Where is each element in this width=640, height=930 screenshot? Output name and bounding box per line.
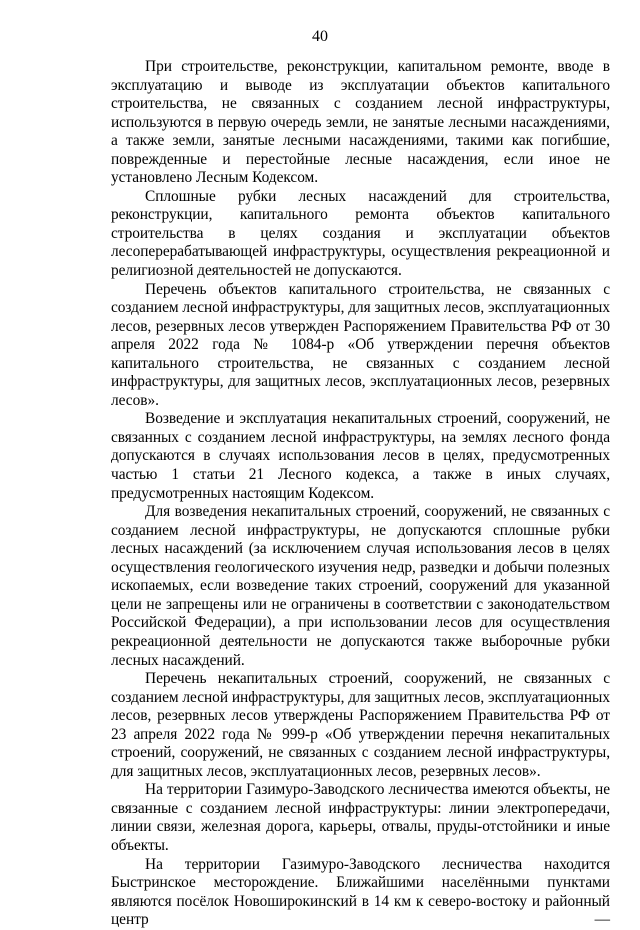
paragraph-capital-construction-land-use: При строительстве, реконструкции, капитальном ремонте, вводе в эксплуатацию и выводе из эксплуатации объектов капитального строительства, не связанных с созданием лесной инфраструктуры, используются в первую очередь земли, не занятые лесными насаждениями, а также земли, занятые лесными насаждениями, такими как погибшие, поврежденные и перестойные лесные насаждения, если иное не установлено Лесным Кодексом. xyxy=(111,58,610,187)
paragraph-non-capital-structures-use: Возведение и эксплуатация некапитальных строений, сооружений, не связанных с созданием лесной инфраструктуры, на землях лесного фонда допускаются в случаях использования лесов в целях, предусмотренных частью 1 статьи 21 Лесного кодекса, а также в иных случаях, предусмотренных настоящим Кодексом. xyxy=(111,410,610,502)
paragraph-capital-objects-list-decree: Перечень объектов капитального строительства, не связанных с созданием лесной инфраструктуры, для защитных лесов, эксплуатационных лесов, резервных лесов утвержден Распоряжением Правительства РФ от 30 апреля 2022 года № 1084-р «Об утверждении перечня объектов капитального строительства, не связанных с созданием лесной инфраструктуры, для защитных лесов, эксплуатационных лесов, резервных лесов». xyxy=(111,280,610,409)
document-body xyxy=(111,58,610,930)
paragraph-existing-objects: На территории Газимуро-Заводского лесничества имеются объекты, не связанные с созданием лесной инфраструктуры: линии электропередачи, линии связи, железная дорога, карьеры, отвалы, пруды-отстойники и иные объекты. xyxy=(111,781,610,854)
page-number: 40 xyxy=(312,28,328,45)
paragraph-non-capital-cutting-restriction: Для возведения некапитальных строений, сооружений, не связанных с созданием лесной инфраструктуры, не допускаются сплошные рубки лесных насаждений (за исключением случая использования лесов в целях осуществления геологического изучения недр, разведки и добычи полезных ископаемых, если возведение таких строений, сооружений для указанной цели не запрещены или не ограничены в соответствии с законодательством Российской Федерации), а при использовании лесов для осуществления рекреационной деятельности не допускаются также выборочные рубки лесных насаждений. xyxy=(111,503,610,669)
paragraph-bystrinskoye-deposit: На территории Газимуро-Заводского лесничества находится Быстринское месторождение. Ближайшими населёнными пунктами являются посёлок Новоширокинский в 14 км к северо-востоку и районный центр — xyxy=(111,855,610,929)
paragraph-clear-cutting-restriction: Сплошные рубки лесных насаждений для строительства, реконструкции, капитального ремонта объектов капитального строительства в целях создания и эксплуатации объектов лесоперерабатывающей инфраструктуры, осуществления рекреационной и религиозной деятельностей не допускаются. xyxy=(111,187,610,280)
paragraph-non-capital-objects-list-decree: Перечень некапитальных строений, сооружений, не связанных с созданием лесной инфраструктуры, для защитных лесов, эксплуатационных лесов, резервных лесов утверждены Распоряжением Правительства РФ от 23 апреля 2022 года № 999-р «Об утверждении перечня некапитальных строений, сооружений, не связанных с созданием лесной инфраструктуры, для защитных лесов, эксплуатационных лесов, резервных лесов». xyxy=(111,670,610,780)
